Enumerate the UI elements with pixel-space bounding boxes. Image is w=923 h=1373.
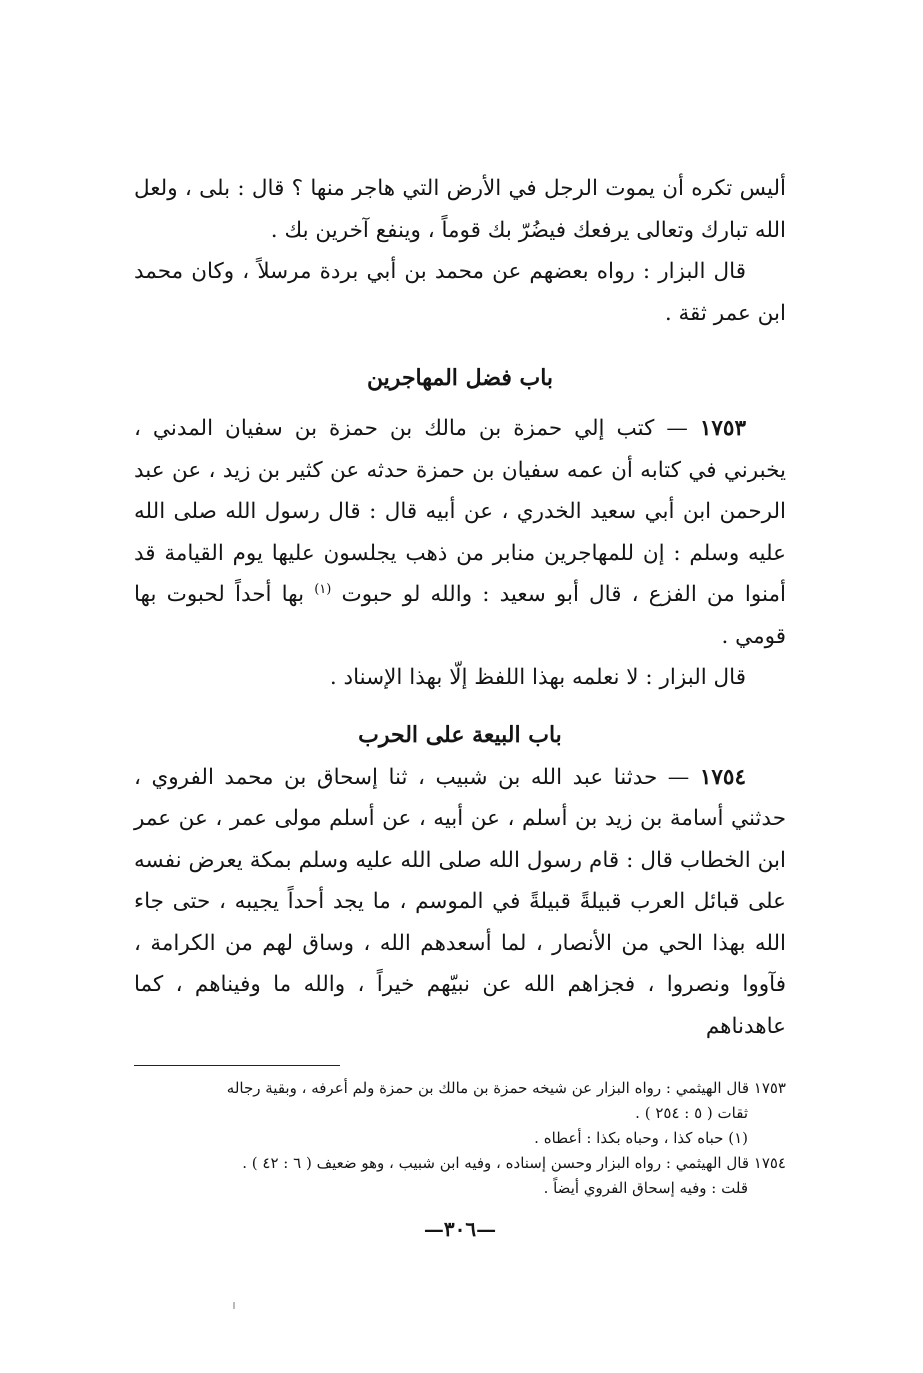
hadith-number: ١٧٥٣	[699, 416, 747, 441]
page-number: —٣٠٦—	[423, 1217, 497, 1241]
hadith-number: ١٧٥٤	[699, 764, 747, 790]
hadith-text: حدثنا عبد الله بن شبيب ، ثنا إسحاق بن محمد الفروي ، حدثني أسامة بن زيد بن أسلم ، عن أبيه ، عن أسلم مولى عمر ، عن عمر ابن الخطاب قال : قام رسول الله صلى الله عليه وسلم بمكة يعرض نفسه على قبائل العرب قبيلةً قبيلةً في الموسم ، ما يجد أحداً يجيبه ، حتى جاء الله بهذا الحي من الأنصار ، لما أسعدهم الله ، وساق لهم من الكرامة ، فآووا ونصروا ، فجزاهم الله عن نبيّهم خيراً ، والله ما وفيناهم ، كما عاهدناهم	[134, 764, 786, 1039]
footnote-reference: (١)	[314, 581, 332, 597]
intro-bazzar-note: قال البزار : رواه بعضهم عن محمد بن أبي بردة مرسلاً ، وكان محمد ابن عمر ثقة .	[134, 259, 786, 326]
hadith-text-end: بها أحداً لحبوت بها قومي .	[134, 582, 786, 649]
section-heading-muhajirin: باب فضل المهاجرين	[366, 365, 554, 391]
hadith-1753: ١٧٥٣ — كتب إلي حمزة بن مالك بن حمزة بن سفيان المدني ، يخبرني في كتابه أن عمه سفيان بن حمزة حدثه عن كثير بن زيد ، عن عبد الرحمن ابن أبي سعيد الخدري ، عن أبيه قال : قال رسول الله صلى الله عليه وسلم : إن للمهاجرين منابر من ذهب يجلسون عليها يوم القيامة قد أمنوا من الفزع ، قال أبو سعيد : والله لو حبوت $^{(١)}$ بها أحداً لحبوت بها قومي .	[134, 416, 786, 649]
section-heading-bay-a: باب البيعة على الحرب	[358, 721, 562, 748]
footnote-1: (١) حباه كذا ، وحباه بكذا : أعطاه .	[534, 1129, 748, 1147]
note-1754: ١٧٥٤ قال الهيثمي : رواه البزار وحسن إسناده ، وفيه ابن شبيب ، وهو ضعيف ( ٦ : ٤٢ ) .	[242, 1154, 786, 1172]
book-page	[134, 168, 786, 1241]
note-1754-continued: قلت : وفيه إسحاق الفروي أيضاً .	[543, 1179, 748, 1197]
scan-speck	[233, 1302, 235, 1309]
footnotes	[134, 1076, 786, 1201]
hadith-1754: ١٧٥٤ — حدثنا عبد الله بن شبيب ، ثنا إسحاق بن محمد الفروي ، حدثني أسامة بن زيد بن أسلم ، عن أبيه ، عن أسلم مولى عمر ، عن عمر ابن الخطاب قال : قام رسول الله صلى الله عليه وسلم بمكة يعرض نفسه على قبائل العرب قبيلةً قبيلةً في الموسم ، ما يجد أحداً يجيبه ، حتى جاء الله بهذا الحي من الأنصار ، لما أسعدهم الله ، وساق لهم من الكرامة ، فآووا ونصروا ، فجزاهم الله عن نبيّهم خيراً ، والله ما وفيناهم ، كما عاهدناهم	[134, 764, 786, 1039]
note-1753: ١٧٥٣ قال الهيثمي : رواه البزار عن شيخه حمزة بن مالك بن حمزة ولم أعرفه ، وبقية رجاله	[226, 1079, 786, 1097]
hadith-text: كتب إلي حمزة بن مالك بن حمزة بن سفيان المدني ، يخبرني في كتابه أن عمه سفيان بن حمزة حدثه عن كثير بن زيد ، عن عبد الرحمن ابن أبي سعيد الخدري ، عن أبيه قال : قال رسول الله صلى الله عليه وسلم : إن للمهاجرين منابر من ذهب يجلسون عليها يوم القيامة قد أمنوا من الفزع ، قال أبو سعيد : والله لو حبوت	[134, 416, 786, 607]
note-1753-continued: ثقات ( ٥ : ٢٥٤ ) .	[635, 1104, 748, 1122]
footnote-divider	[134, 1065, 340, 1066]
intro-paragraph: أليس تكره أن يموت الرجل في الأرض التي هاجر منها ؟ قال : بلى ، ولعل الله تبارك وتعالى يرفعك فيضُرّ بك قوماً ، وينفع آخرين بك .	[134, 176, 786, 243]
hadith-1753-bazzar: قال البزار : لا نعلمه بهذا اللفظ إلّا بهذا الإسناد .	[329, 665, 746, 690]
